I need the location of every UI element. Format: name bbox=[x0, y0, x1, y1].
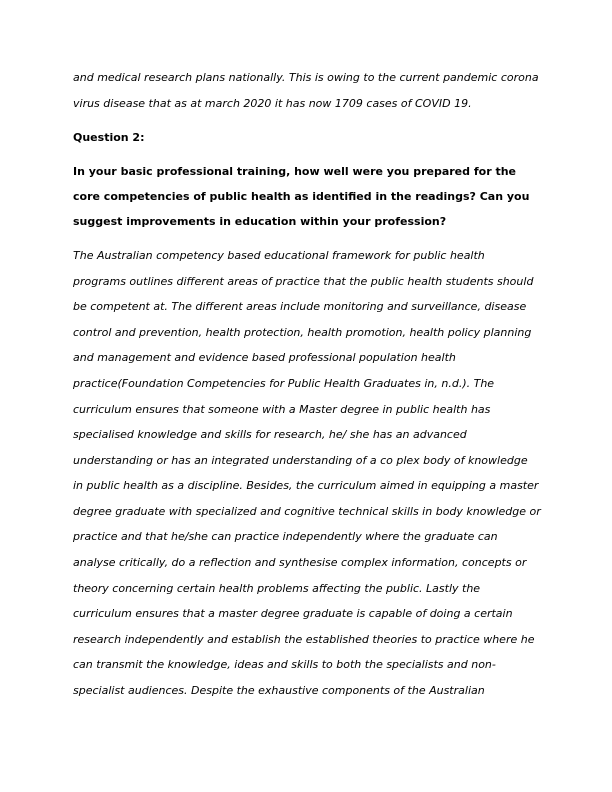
answer-line: analyse critically, do a reflection and synthesise complex information, concepts or bbox=[73, 556, 527, 569]
question-line: In your basic professional training, how well were you prepared for the bbox=[73, 165, 516, 178]
answer-line: degree graduate with specialized and cognitive technical skills in body knowledge or bbox=[73, 505, 541, 518]
intro-line: virus disease that as at march 2020 it has now 1709 cases of COVID 19. bbox=[73, 97, 472, 110]
answer-line: curriculum ensures that a master degree graduate is capable of doing a certain bbox=[73, 607, 513, 620]
answer-line: research independently and establish the established theories to practice where he bbox=[73, 633, 535, 646]
answer-line: The Australian competency based educational framework for public health bbox=[73, 249, 485, 262]
answer-line: programs outlines different areas of practice that the public health students should bbox=[73, 275, 534, 288]
intro-line: and medical research plans nationally. This is owing to the current pandemic corona bbox=[73, 71, 539, 84]
answer-line: specialist audiences. Despite the exhaustive components of the Australian bbox=[73, 684, 485, 697]
answer-line: theory concerning certain health problems affecting the public. Lastly the bbox=[73, 582, 481, 595]
answer-line: practice(Foundation Competencies for Public Health Graduates in, n.d.). The bbox=[73, 377, 495, 390]
answer-line: control and prevention, health protection, health promotion, health policy planning bbox=[73, 326, 532, 339]
answer-line: specialised knowledge and skills for research, he/ she has an advanced bbox=[73, 428, 467, 441]
answer-line: curriculum ensures that someone with a Master degree in public health has bbox=[73, 403, 491, 416]
answer-line: in public health as a discipline. Besides, the curriculum aimed in equipping a master bbox=[73, 479, 539, 492]
answer-line: be competent at. The different areas include monitoring and surveillance, disease bbox=[73, 300, 527, 313]
answer-line: understanding or has an integrated understanding of a co plex body of knowledge bbox=[73, 454, 528, 467]
question-line: core competencies of public health as identified in the readings? Can you bbox=[73, 190, 530, 203]
question-line: suggest improvements in education within your profession? bbox=[73, 215, 447, 228]
answer-line: can transmit the knowledge, ideas and skills to both the specialists and non- bbox=[73, 658, 496, 671]
answer-line: practice and that he/she can practice independently where the graduate can bbox=[73, 530, 498, 543]
answer-line: and management and evidence based professional population health bbox=[73, 351, 456, 364]
question-heading: Question 2: bbox=[73, 131, 145, 144]
